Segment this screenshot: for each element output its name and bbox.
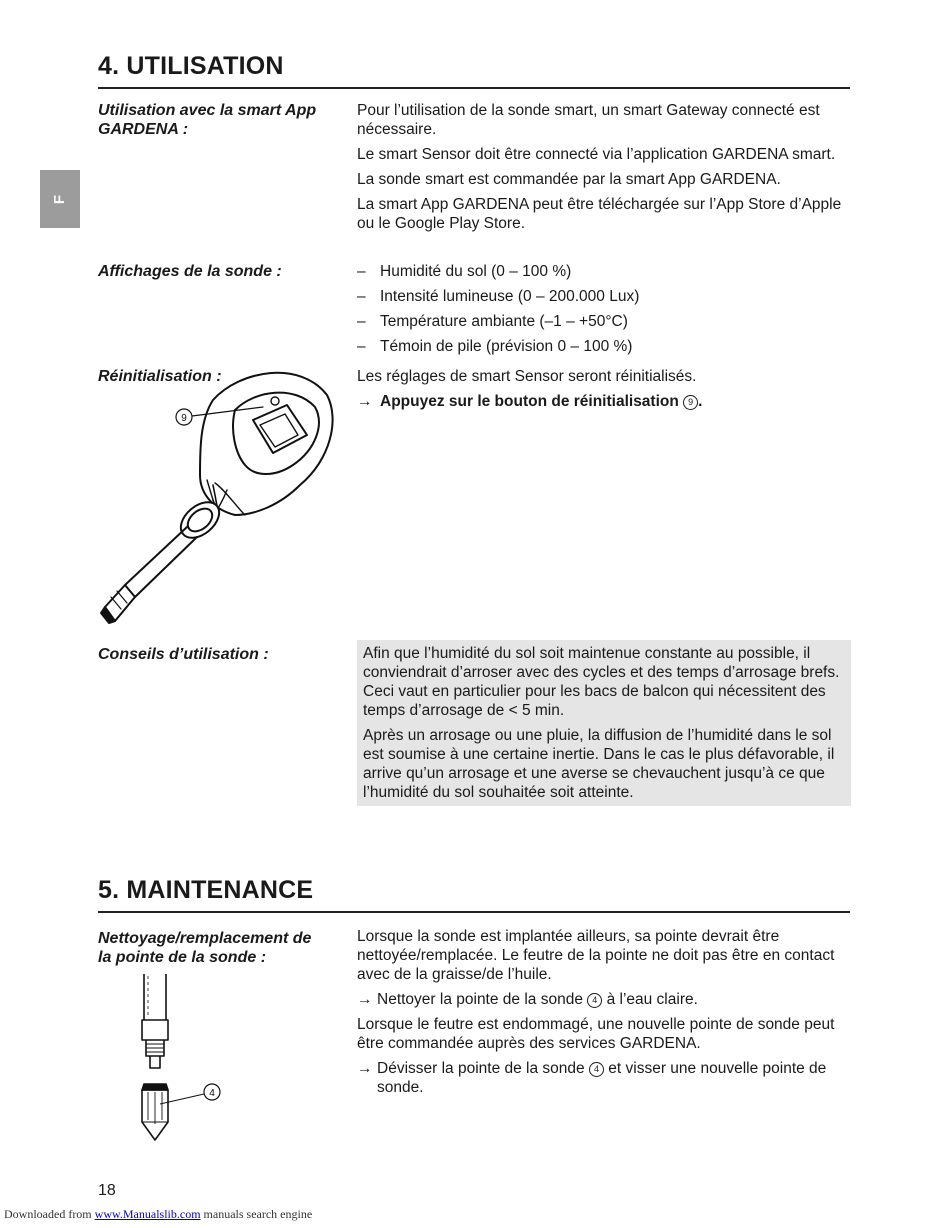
reset-text: Les réglages de smart Sensor seront réinitialisés. [357,368,697,385]
tips-paragraph: Afin que l’humidité du sol soit maintenue constante au possible, il conviendrait d’arroser avec des cycles et des temps d’arrosage brefs. Ceci vaut en particulier pour les bacs de balcon qui nécessitent des temps d’arrosage de < 5 min. [363,645,840,719]
language-tab-label: F [51,194,69,204]
footer-prefix: Downloaded from [4,1207,92,1221]
cleaning-paragraph: Lorsque la sonde est implantée ailleurs, sa pointe devrait être nettoyée/remplacée. Le feutre de la pointe ne doit pas être en contact avec de la graisse/de l’huile. [357,928,835,983]
cleaning-step-1 [357,990,837,1009]
probe-tip-illustration [120,972,230,1144]
cleaning-step-2-pre: Dévisser la pointe de la sonde [377,1060,585,1077]
displays-list-wrap [357,262,847,362]
section-5-rule [98,911,850,913]
arrow-icon: → [357,393,373,410]
reset-instruction-text: Appuyez sur le bouton de réinitialisation [380,393,679,410]
cleaning-step-2 [357,1059,837,1097]
smartapp-paragraph: Pour l’utilisation de la sonde smart, un smart Gateway connecté est nécessaire. [357,102,820,138]
download-footer [4,1207,312,1222]
footer-suffix: manuals search engine [203,1207,313,1221]
tips-box [357,640,851,806]
smartapp-text [357,101,847,239]
cleaning-step-1-pre: Nettoyer la pointe de la sonde [377,991,583,1008]
cleaning-text [357,927,837,1097]
callout-4-text: 4 [209,1088,215,1099]
smartapp-paragraph: La smart App GARDENA peut être téléchargée sur l’App Store d’Apple ou le Google Play Store. [357,196,842,232]
reset-instruction-end: . [698,393,703,410]
cleaning-label: Nettoyage/remplacement de la pointe de la sonde : [98,930,312,966]
displays-item: – Intensité lumineuse (0 – 200.000 Lux) [357,287,847,306]
cleaning-step-2-post: et visser une nouvelle pointe de sonde. [377,1060,827,1096]
cleaning-step-1-post: à l’eau claire. [606,991,698,1008]
reset-text-block [357,367,847,411]
arrow-icon: → [357,1060,373,1077]
tips-paragraph: Après un arrosage ou une pluie, la diffusion de l’humidité dans le sol est soumise à une certaine inertie. Dans le cas le plus défavorable, il arrive qu’un arrosage et une averse se chevauchent jusqu’à ce que l’humidité du sol souhaitée soit atteinte. [363,727,835,801]
page-number: 18 [98,1182,116,1199]
cleaning-paragraph: Lorsque le feutre est endommagé, une nouvelle pointe de sonde peut être commandée auprès des services GARDENA. [357,1016,835,1052]
smartapp-paragraph: Le smart Sensor doit être connecté via l’application GARDENA smart. [357,146,836,163]
section-4-rule [98,87,850,89]
language-tab [40,170,80,228]
displays-label: Affichages de la sonde : [98,263,282,280]
callout-9-text: 9 [181,413,187,424]
callout-4-icon: 4 [587,993,602,1008]
callout-9-icon: 9 [683,395,698,410]
sensor-reset-illustration [95,365,340,627]
manualslib-link[interactable]: www.Manualslib.com [94,1207,201,1221]
displays-list [357,262,847,356]
displays-item: – Humidité du sol (0 – 100 %) [357,262,847,281]
displays-item: – Témoin de pile (prévision 0 – 100 %) [357,337,847,356]
arrow-icon: → [357,991,373,1008]
section-5-title: 5. MAINTENANCE [98,876,314,904]
smartapp-paragraph: La sonde smart est commandée par la smart App GARDENA. [357,171,781,188]
displays-item: – Température ambiante (–1 – +50°C) [357,312,847,331]
reset-label: Réinitialisation : [98,368,222,385]
smartapp-label: Utilisation avec la smart App GARDENA : [98,102,317,138]
reset-instruction [357,392,847,411]
tips-label: Conseils d’utilisation : [98,646,269,663]
section-4-title: 4. UTILISATION [98,52,284,80]
callout-4-icon: 4 [589,1062,604,1077]
